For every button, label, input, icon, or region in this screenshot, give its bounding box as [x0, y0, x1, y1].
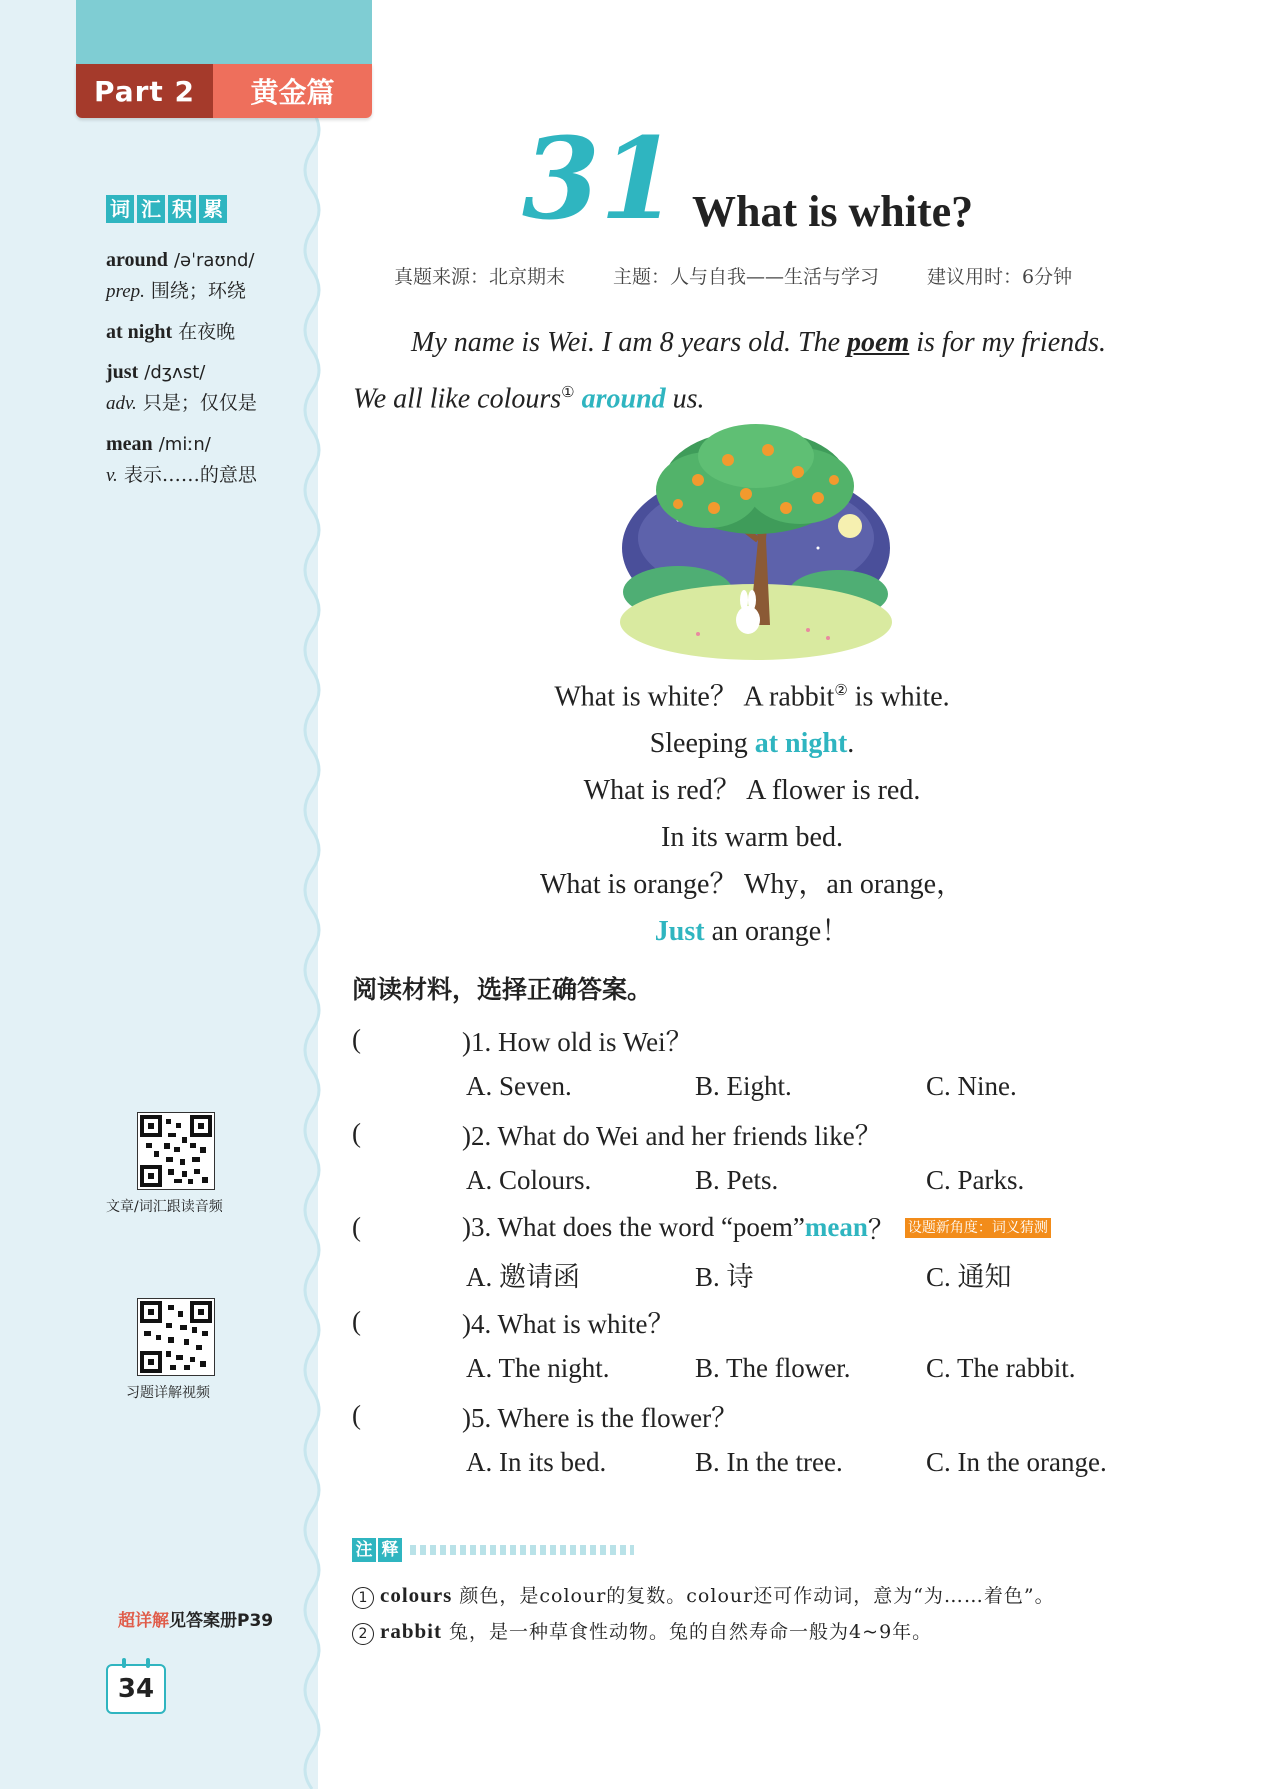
- keyword-mean: mean: [804, 1212, 868, 1242]
- lesson-number: 31: [522, 114, 678, 245]
- option-c[interactable]: C. Nine.: [926, 1071, 1017, 1101]
- vocab-pos: adv.: [106, 393, 137, 414]
- question-4: [352, 1298, 1212, 1345]
- question-4-options: [352, 1345, 1212, 1392]
- option-a[interactable]: A. Seven.: [466, 1071, 572, 1101]
- note-number: 1: [352, 1587, 374, 1609]
- intro-text: My name is Wei. I am 8 years old. The: [411, 327, 848, 358]
- option-b[interactable]: B. Pets.: [695, 1165, 779, 1195]
- part-banner: [76, 64, 372, 118]
- vocab-word: around: [106, 249, 168, 271]
- vocab-title-char: 汇: [137, 195, 165, 223]
- tree-illustration: [618, 420, 894, 660]
- note-word: colours: [380, 1583, 453, 1607]
- note-number: 2: [352, 1623, 374, 1645]
- keyword-poem: poem: [847, 327, 910, 358]
- vocab-title-char: 累: [199, 195, 227, 223]
- option-c[interactable]: C. In the orange.: [926, 1447, 1107, 1477]
- question-5: [352, 1392, 1212, 1439]
- question-stem: )3. What does the word “poem”: [462, 1212, 805, 1242]
- answer-blank[interactable]: (: [352, 1306, 361, 1336]
- meta-source: 真题来源：北京期末: [394, 266, 566, 288]
- keyword-around: around: [581, 383, 666, 415]
- section-label: 黄金篇: [213, 64, 372, 118]
- new-angle-tag: 设题新角度：词义猜测: [905, 1218, 1051, 1238]
- question-1-options: [352, 1063, 1212, 1110]
- vocab-word: at night: [106, 321, 173, 343]
- questions-heading: 阅读材料，选择正确答案。: [352, 975, 653, 1004]
- notes-divider: [410, 1545, 634, 1555]
- poem-line: In its warm bed.: [661, 822, 843, 854]
- question-list: [352, 1016, 1212, 1486]
- vocab-list: [106, 245, 306, 501]
- poem-line: What is red？ A flower is red.: [583, 775, 921, 807]
- option-b[interactable]: B. 诗: [695, 1262, 754, 1292]
- question-5-options: [352, 1439, 1212, 1486]
- question-stem: )2. What do Wei and her friends like？: [462, 1121, 882, 1151]
- poem-line: What is orange？ Why，an orange，: [539, 869, 965, 901]
- question-2: [352, 1110, 1212, 1157]
- vocab-meaning: 围绕；环绕: [150, 280, 246, 302]
- page-number: 34: [106, 1664, 166, 1714]
- vocab-title-char: 词: [106, 195, 134, 223]
- vocab-title-char: 积: [168, 195, 196, 223]
- notes-title-char: 释: [378, 1538, 402, 1562]
- poem-line: Just an orange！: [654, 916, 850, 948]
- qr-code-audio[interactable]: [137, 1112, 215, 1190]
- intro-text: is for my friends.: [909, 327, 1107, 358]
- option-c[interactable]: C. 通知: [926, 1262, 1012, 1292]
- vocab-item-mean: [106, 429, 306, 491]
- qr-video-label: 习题详解视频: [126, 1385, 210, 1401]
- intro-paragraph: [353, 318, 1173, 424]
- notes: [352, 1578, 1055, 1650]
- question-1: [352, 1016, 1212, 1063]
- option-b[interactable]: B. In the tree.: [695, 1447, 843, 1477]
- question-stem: )5. Where is the flower？: [462, 1403, 739, 1433]
- option-a[interactable]: A. In its bed.: [466, 1447, 607, 1477]
- vocab-pos: v.: [106, 465, 118, 486]
- answer-ref-page: P39: [237, 1611, 274, 1631]
- answer-blank[interactable]: (: [352, 1400, 361, 1430]
- qr-audio-label: 文章/词汇跟读音频: [106, 1199, 223, 1215]
- qr-code-video[interactable]: [137, 1298, 215, 1376]
- lesson-meta: [394, 262, 1072, 289]
- question-stem: )4. What is white？: [462, 1309, 675, 1339]
- question-stem-end: ？: [867, 1215, 895, 1245]
- option-a[interactable]: A. The night.: [466, 1353, 610, 1383]
- vocab-word: just: [106, 361, 139, 383]
- notes-title-char: 注: [352, 1538, 376, 1562]
- answer-reference: [118, 1606, 273, 1631]
- keyword-at-night: at night: [754, 728, 848, 760]
- vocab-item-just: [106, 357, 306, 419]
- vocab-ipa: /miːn/: [158, 434, 211, 455]
- vocab-pos: prep.: [106, 281, 145, 302]
- option-a[interactable]: A. 邀请函: [466, 1262, 580, 1292]
- option-a[interactable]: A. Colours.: [466, 1165, 592, 1195]
- answer-blank[interactable]: (: [352, 1024, 361, 1054]
- answer-ref-text: 见答案册: [169, 1611, 237, 1631]
- question-stem: )1. How old is Wei？: [462, 1027, 693, 1057]
- option-c[interactable]: C. The rabbit.: [926, 1353, 1076, 1383]
- vocab-ipa: /əˈraʊnd/: [173, 250, 255, 271]
- note-1: [352, 1578, 1055, 1614]
- poem-line: Sleeping at night.: [649, 728, 855, 760]
- poem: [352, 668, 1152, 955]
- vocab-title: [106, 195, 227, 223]
- answer-blank[interactable]: (: [352, 1212, 361, 1242]
- option-c[interactable]: C. Parks.: [926, 1165, 1025, 1195]
- vocab-word: mean: [106, 433, 153, 455]
- top-tab: [76, 0, 372, 64]
- vocab-item-at-night: [106, 317, 306, 347]
- note-text: 颜色，是colour的复数。colour还可作动词，意为“为……着色”。: [452, 1585, 1055, 1607]
- note-2: [352, 1614, 1055, 1650]
- poem-line: What is white？ A rabbit② is white.: [554, 681, 950, 713]
- footnote-ref: ①: [561, 385, 575, 401]
- meta-theme: 主题：人与自我——生活与学习: [613, 266, 880, 288]
- vocab-meaning: 在夜晚: [178, 321, 236, 343]
- vocab-ipa: /dʒʌst/: [144, 362, 206, 383]
- meta-time: 建议用时：6分钟: [927, 266, 1073, 288]
- intro-text: We all like colours: [353, 383, 562, 415]
- question-2-options: [352, 1157, 1212, 1204]
- keyword-just: Just: [654, 916, 705, 948]
- vocab-meaning: 表示……的意思: [123, 464, 257, 486]
- vocab-meaning: 只是；仅仅是: [142, 392, 257, 414]
- notes-title: [352, 1538, 634, 1562]
- question-3: [352, 1204, 1212, 1251]
- vocab-item-around: [106, 245, 306, 307]
- option-b[interactable]: B. Eight.: [695, 1071, 792, 1101]
- answer-ref-highlight: 超详解: [118, 1611, 169, 1631]
- question-3-options: [352, 1251, 1212, 1298]
- intro-text: us.: [665, 383, 705, 415]
- part-label: Part 2: [76, 64, 213, 118]
- note-text: 兔，是一种草食性动物。兔的自然寿命一般为4~9年。: [442, 1621, 933, 1643]
- answer-blank[interactable]: (: [352, 1118, 361, 1148]
- footnote-ref: ②: [834, 683, 848, 699]
- note-word: rabbit: [380, 1619, 443, 1643]
- option-b[interactable]: B. The flower.: [695, 1353, 851, 1383]
- lesson-title: What is white?: [692, 187, 974, 236]
